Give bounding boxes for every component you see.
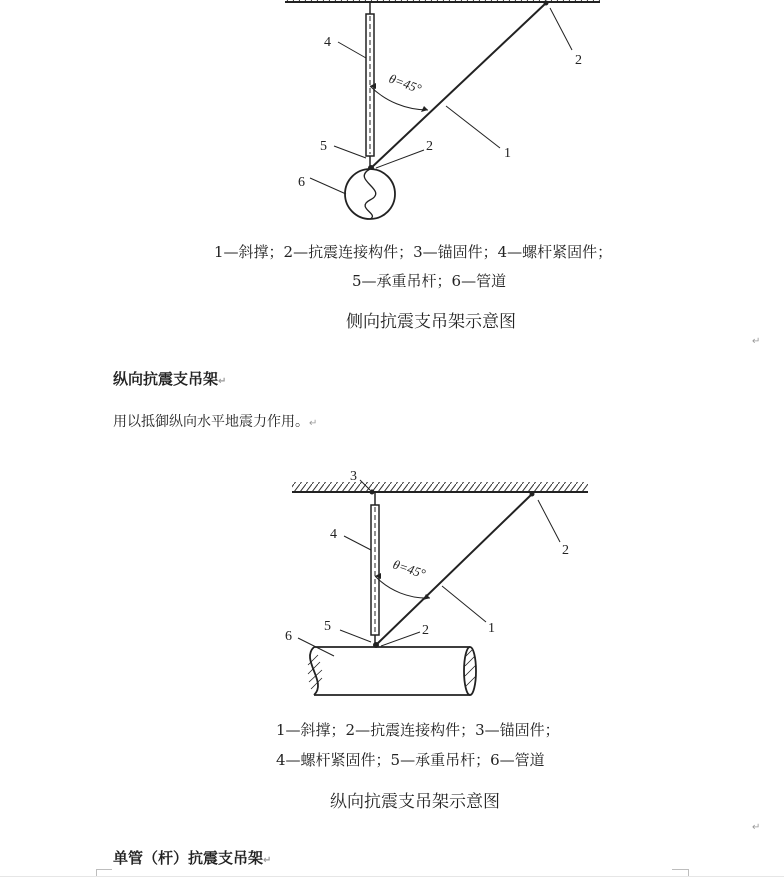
- legend-line-1: 1—斜撑；2—抗震连接构件；3—锚固件；4—螺杆紧固件；: [214, 243, 613, 261]
- callout-6: 6: [298, 175, 305, 190]
- pipe-body: [314, 647, 470, 695]
- leader-1: [446, 106, 500, 148]
- leader-1: [442, 586, 486, 622]
- longitudinal-brace-figure: [0, 460, 784, 825]
- angle-label: θ=45°: [391, 556, 428, 582]
- callout-2a: 2: [575, 53, 582, 68]
- paragraph-mark: ↵: [752, 822, 761, 833]
- angle-arrow-b: [421, 106, 428, 112]
- section-heading-single-pipe: 单管（杆）抗震支吊架↵: [113, 849, 272, 867]
- section-body-longitudinal: 用以抵御纵向水平地震力作用。↵: [113, 414, 318, 430]
- page-bottom-rule: [0, 876, 784, 877]
- figure-caption: 纵向抗震支吊架示意图: [330, 792, 500, 812]
- callout-2a: 2: [562, 543, 569, 558]
- lateral-brace-diagram: [0, 0, 784, 345]
- leader-5: [334, 146, 366, 158]
- legend-line-2: 5—承重吊杆；6—管道: [352, 272, 507, 290]
- crop-mark-right-h: [672, 869, 688, 870]
- longitudinal-brace-diagram: [0, 460, 784, 825]
- callout-5: 5: [324, 619, 331, 634]
- callout-5: 5: [320, 139, 327, 154]
- anchor-point: [370, 490, 375, 495]
- callout-4: 4: [324, 35, 331, 50]
- ceiling-hatch: [292, 482, 588, 492]
- callout-1: 1: [488, 621, 495, 636]
- pipe-end: [345, 169, 395, 219]
- figure-caption: 侧向抗震支吊架示意图: [346, 312, 516, 332]
- callout-4: 4: [330, 527, 337, 542]
- crop-mark-left-h: [96, 869, 112, 870]
- angle-label: θ=45°: [386, 70, 424, 97]
- leader-2b: [376, 150, 424, 168]
- section-heading-longitudinal: 纵向抗震支吊架↵: [113, 370, 227, 388]
- callout-1: 1: [504, 146, 511, 161]
- lateral-brace-figure: [0, 0, 784, 345]
- leader-2a: [538, 500, 560, 542]
- leader-5: [340, 630, 371, 642]
- callout-2b: 2: [426, 139, 433, 154]
- callout-6: 6: [285, 629, 292, 644]
- callout-2b: 2: [422, 623, 429, 638]
- leader-4: [338, 42, 366, 58]
- connector-top: [530, 492, 535, 497]
- paragraph-mark: ↵: [752, 336, 761, 347]
- leader-2a: [550, 8, 572, 50]
- leader-6: [310, 178, 346, 194]
- legend-line-2: 4—螺杆紧固件；5—承重吊杆；6—管道: [276, 751, 545, 769]
- callout-3: 3: [350, 469, 357, 484]
- legend-line-1: 1—斜撑；2—抗震连接构件；3—锚固件；: [276, 721, 560, 739]
- leader-4: [344, 536, 371, 550]
- connector-top: [544, 1, 549, 6]
